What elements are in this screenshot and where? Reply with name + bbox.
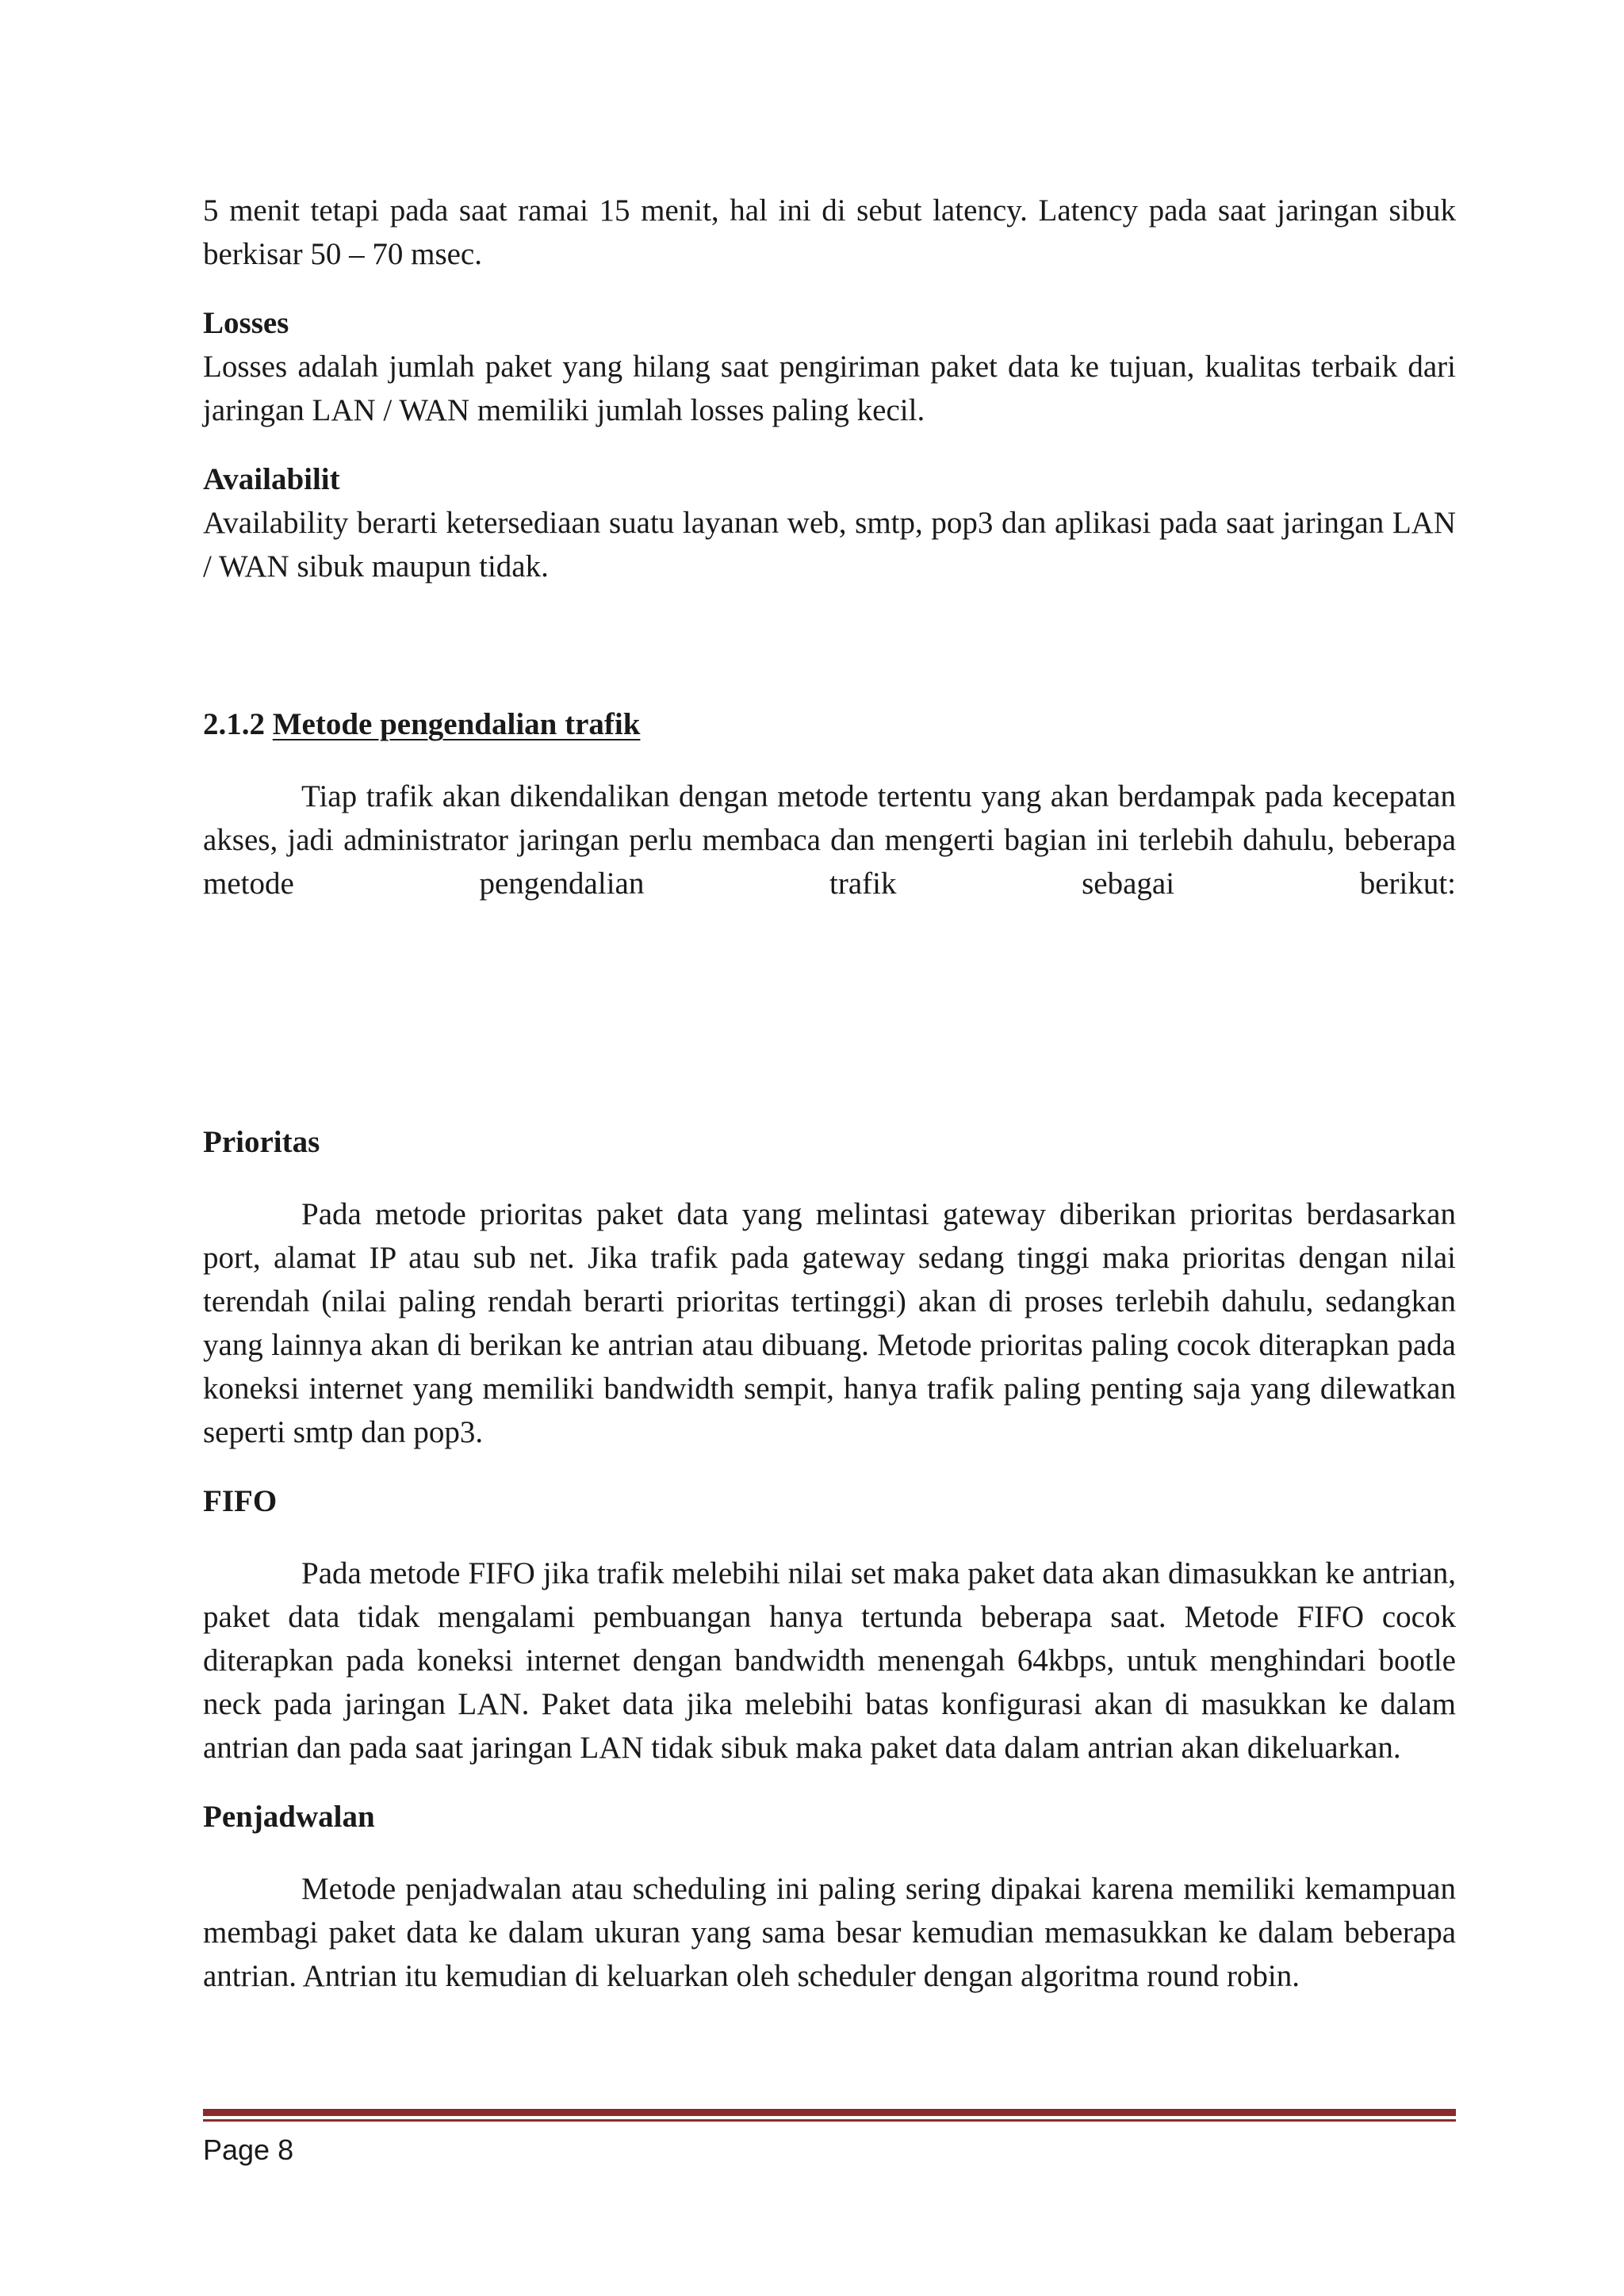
availability-paragraph: Availability berarti ketersediaan suatu layanan web, smtp, pop3 dan aplikasi pada saat jaringan LAN / WAN sibuk maupun tidak. — [203, 506, 1456, 584]
section-paragraph: Tiap trafik akan dikendalikan dengan metode tertentu yang akan berdampak pada kecepatan akses, jadi administrator jaringan perlu membaca dan mengerti bagian ini terlebih dahulu, beberapa metode pengendalian trafik sebagai berikut: — [203, 779, 1456, 901]
page-number: Page 8 — [203, 2133, 294, 2166]
footer-rule — [203, 2109, 1456, 2122]
fifo-heading: FIFO — [203, 1484, 278, 1518]
penjadwalan-heading: Penjadwalan — [203, 1800, 375, 1834]
section-number: 2.1.2 — [203, 707, 265, 741]
prioritas-paragraph: Pada metode prioritas paket data yang melintasi gateway diberikan prioritas berdasarkan port, alamat IP atau sub net. Jika trafik pada gateway sedang tinggi maka prioritas dengan nilai terendah (nilai paling rendah berarti prioritas tertinggi) akan di proses terlebih dahulu, sedangkan yang lainnya akan di berikan ke antrian atau dibuang. Metode prioritas paling cocok diterapkan pada koneksi internet yang memiliki bandwidth sempit, hanya trafik paling penting saja yang dilewatkan seperti smtp dan pop3. — [203, 1197, 1456, 1449]
losses-heading: Losses — [203, 306, 289, 340]
prioritas-heading: Prioritas — [203, 1125, 320, 1159]
availability-heading: Availabilit — [203, 462, 340, 496]
section-heading — [203, 702, 1456, 746]
fifo-paragraph: Pada metode FIFO jika trafik melebihi nilai set maka paket data akan dimasukkan ke antrian, paket data tidak mengalami pembuangan hanya tertunda beberapa saat. Metode FIFO cocok diterapkan pada koneksi internet dengan bandwidth menengah 64kbps, untuk menghindari bootle neck pada jaringan LAN. Paket data jika melebihi batas konfigurasi akan di masukkan ke dalam antrian dan pada saat jaringan LAN tidak sibuk maka paket data dalam antrian akan dikeluarkan. — [203, 1556, 1456, 1765]
intro-paragraph: 5 menit tetapi pada saat ramai 15 menit, hal ini di sebut latency. Latency pada saat jaringan sibuk berkisar 50 – 70 msec. — [203, 193, 1456, 271]
section-title: Metode pengendalian trafik — [272, 707, 641, 741]
penjadwalan-paragraph: Metode penjadwalan atau scheduling ini paling sering dipakai karena memiliki kemampuan membagi paket data ke dalam ukuran yang sama besar kemudian memasukkan ke dalam beberapa antrian. Antrian itu kemudian di keluarkan oleh scheduler dengan algoritma round robin. — [203, 1872, 1456, 1993]
footer-rule-thin — [203, 2119, 1456, 2122]
footer-rule-thick — [203, 2109, 1456, 2116]
losses-paragraph: Losses adalah jumlah paket yang hilang saat pengiriman paket data ke tujuan, kualitas terbaik dari jaringan LAN / WAN memiliki jumlah losses paling kecil. — [203, 350, 1456, 427]
page-content — [203, 189, 1456, 1998]
